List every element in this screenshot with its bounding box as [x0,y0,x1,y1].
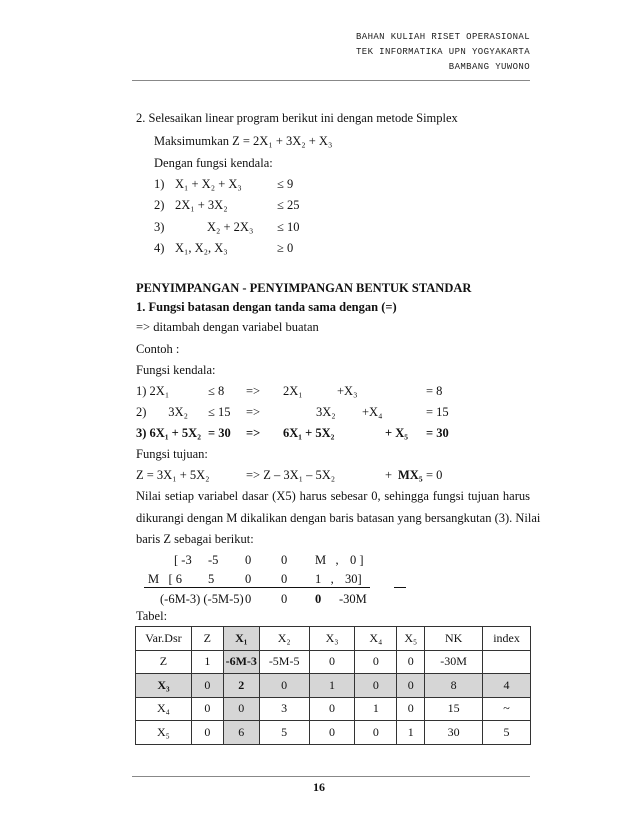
table-row [136,721,531,745]
table-cell: 0 [191,674,223,698]
paragraph-line-1: Nilai setiap variabel dasar (X5) harus sebesar 0, sehingga fungsi tujuan harus [136,489,530,503]
header-cell: X₂ [259,627,309,651]
table-cell: -6M-3 [223,650,259,674]
table-cell: 5 [259,721,309,745]
table-cell: 2 [223,674,259,698]
row3-lhs: 3) 6X₁ + 5X₂ [136,426,201,440]
page-number: 16 [313,780,325,794]
constraints-label: Fungsi kendala: [136,363,216,377]
constraint-1-lhs: X₁ + X₂ + X₃ [175,177,242,191]
row1-sign: ≤ 8 [208,384,225,398]
table-cell: 0 [309,721,355,745]
calc-r3-c1: (-6M-3) (-5M-5) [160,592,244,606]
calc-r2-c1: M [ 6 [148,572,183,586]
header-cell: X₄ [355,627,397,651]
row1-rhs: = 8 [426,384,443,398]
section-note: => ditambah dengan variabel buatan [136,320,319,334]
calc-r3-c2: 0 [245,592,252,606]
objective-lhs: Z = 3X₁ + 5X₂ [136,468,210,482]
calc-r1-c3: 0 [245,553,252,567]
table-cell: 0 [191,721,223,745]
table-cell: -5M-5 [259,650,309,674]
row3-expr: 6X₁ + 5X₂ [283,426,335,440]
constraint-1-num: 1) [154,177,165,191]
paragraph-line-2: dikurangi dengan M dikalikan dengan baris batasan yang bersangkutan (3). Nilai [136,511,541,525]
calc-r1-c1: [ -3 [174,553,192,567]
header-cell: NK [425,627,483,651]
table-cell: 0 [309,697,355,721]
row1-expr: 2X₁ [283,384,303,398]
table-row-pivot [136,674,531,698]
table-cell: 1 [355,697,397,721]
table-row [136,697,531,721]
header-cell: index [483,627,531,651]
calc-underline-short [394,587,406,588]
table-cell [483,650,531,674]
header-line-2: TEK INFORMATIKA UPN YOGYAKARTA [355,47,530,57]
objective-mx5: MX₅ [398,468,423,482]
table-cell: 0 [397,674,425,698]
problem-constraints-label: Dengan fungsi kendala: [154,156,273,170]
row2-lhs: 2) 3X₂ [136,405,188,419]
header-cell: X₁ [223,627,259,651]
row1-arrow: => [246,384,261,398]
calc-r2-c5: 1 , [315,572,334,586]
row3-rhs: = 30 [426,426,449,440]
calc-r1-c5: M , [315,553,339,567]
constraint-4-lhs: X₁, X₂, X₃ [175,241,228,255]
objective-transformed: => Z – 3X₁ – 5X₂ [246,468,336,482]
calc-underline [144,587,370,588]
table-cell: 8 [425,674,483,698]
constraint-2-lhs: 2X₁ + 3X₂ [175,198,228,212]
table-cell: 0 [397,650,425,674]
objective-plus: + [385,468,393,482]
row3-arrow: => [246,426,261,440]
header-cell: X₅ [397,627,425,651]
table-cell: 0 [355,674,397,698]
table-cell: 15 [425,697,483,721]
table-header-row [136,627,531,651]
objective-label: Fungsi tujuan: [136,447,208,461]
table-cell: 0 [223,697,259,721]
table-cell: 0 [309,650,355,674]
table-cell: -30M [425,650,483,674]
table-cell: 0 [191,697,223,721]
table-cell: 0 [259,674,309,698]
header-cell: Z [191,627,223,651]
example-label: Contoh : [136,342,180,356]
table-cell: 1 [397,721,425,745]
problem-intro: 2. Selesaikan linear program berikut ini dengan metode Simplex [136,111,458,125]
constraint-3-lhs: X₂ + 2X₃ [207,220,254,234]
calc-r2-c4: 0 [281,572,288,586]
calc-r3-c5: -30M [339,592,367,606]
calc-r3-c3: 0 [281,592,288,606]
table-cell: 5 [483,721,531,745]
table-cell: 0 [355,650,397,674]
table-cell: 1 [309,674,355,698]
row2-arrow: => [246,405,261,419]
row2-slack: +X₄ [362,405,383,419]
calc-r2-c2: 5 [208,572,215,586]
row1-slack: +X₃ [337,384,358,398]
footer-rule [132,776,530,777]
header-cell: X₃ [309,627,355,651]
section-title: PENYIMPANGAN - PENYIMPANGAN BENTUK STANDAR [136,281,472,295]
problem-objective: Maksimumkan Z = 2X₁ + 3X₂ + X₃ [154,134,333,148]
table-cell: 0 [397,697,425,721]
table-row [136,650,531,674]
calc-r2-c3: 0 [245,572,252,586]
row2-expr: 3X₂ [316,405,336,419]
table-cell: 1 [191,650,223,674]
table-cell: 30 [425,721,483,745]
calc-r1-c4: 0 [281,553,288,567]
constraint-2-rhs: ≤ 25 [277,198,300,212]
constraint-3-rhs: ≤ 10 [277,220,300,234]
row3-artificial: + X₅ [385,426,409,440]
table-label: Tabel: [136,609,168,623]
constraint-1-rhs: ≤ 9 [277,177,294,191]
table-cell: 0 [355,721,397,745]
table-cell: 3 [259,697,309,721]
table-cell: X₅ [136,721,192,745]
constraint-2-num: 2) [154,198,165,212]
table-cell: Z [136,650,192,674]
table-cell: ~ [483,697,531,721]
constraint-3-num: 3) [154,220,165,234]
calc-r2-c6: 30] [345,572,362,586]
calc-r1-c2: -5 [208,553,219,567]
page-header [356,30,530,75]
constraint-4-num: 4) [154,241,165,255]
constraint-4-rhs: ≥ 0 [277,241,294,255]
table-cell: X₃ [136,674,192,698]
row2-sign: ≤ 15 [208,405,231,419]
row2-rhs: = 15 [426,405,449,419]
header-line-1: BAHAN KULIAH RISET OPERASIONAL [355,32,530,42]
header-line-3: BAMBANG YUWONO [448,62,530,72]
table-cell: X₄ [136,697,192,721]
header-rule [132,80,530,81]
table-cell: 4 [483,674,531,698]
simplex-table [135,626,531,745]
objective-rhs: = 0 [426,468,443,482]
calc-r1-c6: 0 ] [350,553,364,567]
table-cell: 6 [223,721,259,745]
row3-sign: = 30 [208,426,231,440]
row1-lhs: 1) 2X₁ [136,384,170,398]
header-cell: Var.Dsr [136,627,192,651]
calc-r3-c4: 0 [315,592,322,606]
paragraph-line-3: baris Z sebagai berikut: [136,532,254,546]
section-subtitle: 1. Fungsi batasan dengan tanda sama dengan (=) [136,300,397,314]
